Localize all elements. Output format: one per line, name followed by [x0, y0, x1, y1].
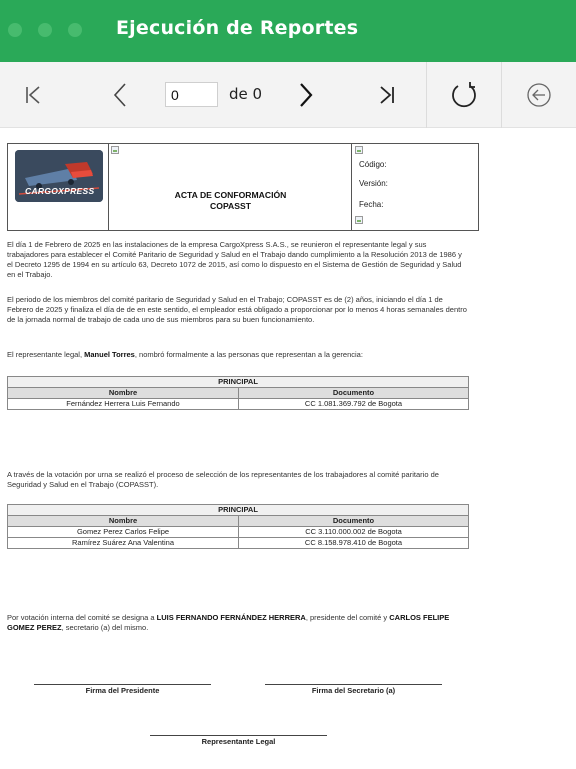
back-button[interactable] — [501, 62, 576, 128]
table-caption: PRINCIPAL — [8, 377, 469, 388]
company-logo — [15, 150, 103, 202]
signature-label-secretary: Firma del Secretario (a) — [311, 686, 396, 695]
app-title: Ejecución de Reportes — [116, 17, 359, 39]
page-count-label: de 0 — [229, 85, 263, 103]
table-cell: CC 1.081.369.792 de Bogota — [239, 399, 469, 410]
table-cell: Fernández Herrera Luis Fernando — [8, 399, 239, 410]
paragraph-text: , presidente del comité y — [305, 613, 390, 622]
page-number-input[interactable] — [165, 82, 218, 107]
paragraph-legal-rep — [7, 350, 469, 360]
prev-page-button[interactable] — [105, 62, 135, 128]
refresh-button[interactable] — [426, 62, 501, 128]
table-header-row — [8, 516, 469, 527]
document-title-line1: ACTA DE CONFORMACIÓN — [174, 190, 287, 200]
window-control-maximize[interactable] — [68, 23, 82, 37]
broken-image-icon — [355, 216, 363, 224]
table-header-row — [8, 388, 469, 399]
document-header-table — [7, 143, 479, 231]
document-title — [109, 190, 352, 211]
paragraph-text: El representante legal, — [7, 350, 85, 359]
column-header: Nombre — [8, 516, 239, 527]
paragraph-text: Por votación interna del comité se designa a — [7, 613, 157, 622]
back-icon — [525, 81, 553, 109]
paragraph-text: , nombró formalmente a las personas que representan a la gerencia: — [134, 350, 363, 359]
next-page-icon — [298, 82, 314, 108]
column-header: Nombre — [8, 388, 239, 399]
company-logo-text: CARGOXPRESS — [25, 186, 95, 196]
column-header: Documento — [239, 388, 469, 399]
secretary-name: CARLOS FELIPE GOMEZ PEREZ — [7, 613, 450, 632]
president-name: LUIS FERNANDO FERNÁNDEZ HERRERA — [156, 613, 306, 622]
title-cell — [109, 144, 352, 230]
paragraph-election: A través de la votación por urna se realizó el proceso de selección de los representantes de los trabajadores al comité paritario de Seguridad y Salud en el Trabajo (COPASST). — [7, 470, 439, 489]
table-cell: Gomez Perez Carlos Felipe — [8, 527, 239, 538]
table-row — [8, 399, 469, 410]
meta-cell — [352, 144, 478, 230]
paragraph-designation — [7, 613, 469, 633]
prev-page-icon — [112, 82, 128, 108]
table-caption-row — [8, 505, 469, 516]
signature-label-legal: Representante Legal — [201, 737, 276, 746]
title-bar — [0, 0, 576, 62]
signature-label-president: Firma del Presidente — [85, 686, 160, 695]
next-page-button[interactable] — [292, 62, 320, 128]
report-document — [0, 128, 576, 769]
signature-line-legal — [150, 735, 327, 736]
version-label: Versión: — [359, 179, 388, 188]
report-toolbar — [0, 62, 576, 128]
window-control-minimize[interactable] — [38, 23, 52, 37]
paragraph-intro: El día 1 de Febrero de 2025 en las instalaciones de la empresa CargoXpress S.A.S., se reunieron el representante legal y sus trabajadores para establecer el Comité Paritario de Seguridad y Salud en el Trabajo dando cumplimiento a la Resolución 2013 de 1986 y el Decreto 1295 de 1994 en su artículo 63, Decreto 1072 de 2015, así como lo dispuesto en el Sistema de Gestión de Seguridad y Salud en el Trabajo. — [7, 240, 462, 279]
first-page-icon — [24, 84, 44, 106]
broken-image-icon — [355, 146, 363, 154]
codigo-label: Código: — [359, 160, 387, 169]
logo-cell — [8, 144, 109, 230]
table-row — [8, 538, 469, 549]
refresh-icon — [450, 80, 478, 110]
workers-table — [7, 504, 469, 549]
table-caption-row — [8, 377, 469, 388]
last-page-button[interactable] — [370, 62, 402, 128]
window-control-close[interactable] — [8, 23, 22, 37]
table-cell: Ramírez Suárez Ana Valentina — [8, 538, 239, 549]
document-title-line2: COPASST — [210, 200, 251, 211]
table-cell: CC 3.110.000.002 de Bogota — [239, 527, 469, 538]
table-cell: CC 8.158.978.410 de Bogota — [239, 538, 469, 549]
paragraph-text: , secretario (a) del mismo. — [61, 622, 149, 632]
last-page-icon — [376, 84, 396, 106]
legal-representative-name: Manuel Torres — [84, 350, 135, 359]
management-table — [7, 376, 469, 410]
column-header: Documento — [239, 516, 469, 527]
fecha-label: Fecha: — [359, 200, 384, 209]
signature-line-president — [34, 684, 211, 685]
paragraph-period: El periodo de los miembros del comité paritario de Seguridad y Salud en el Trabajo; COPASST es de (2) años, iniciando el día 1 de Febrero de 2025 y finaliza el día de de en este sentido, el empleador está obligado a proporcionar por lo menos 4 horas semanales dentro de la jornada normal de trabajo de cada uno de sus miembros para su buen funcionamiento. — [7, 295, 467, 324]
table-caption: PRINCIPAL — [8, 505, 469, 516]
signature-line-secretary — [265, 684, 442, 685]
first-page-button[interactable] — [18, 62, 50, 128]
table-row — [8, 527, 469, 538]
broken-image-icon — [111, 146, 119, 154]
